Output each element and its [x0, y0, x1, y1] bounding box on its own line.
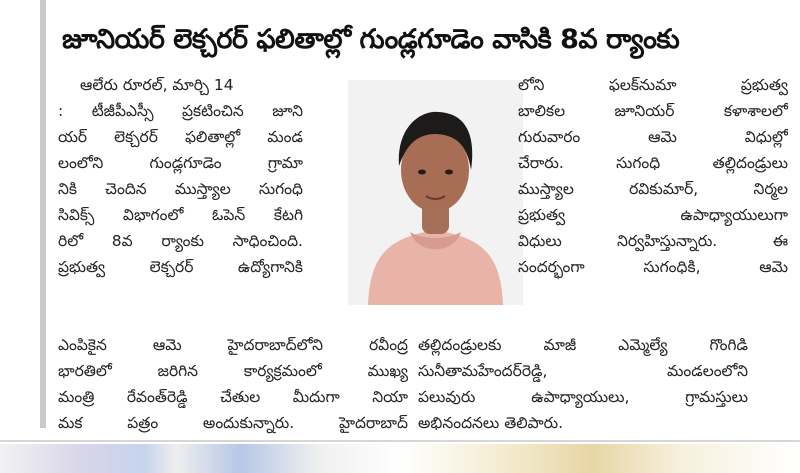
- text-line: ఆలేరు రూరల్, మార్చి 14: [80, 76, 234, 94]
- person-illustration: [348, 80, 523, 305]
- column-rule: [40, 0, 46, 428]
- article-headline: జూనియర్ లెక్చరర్ ఫలితాల్లో గుండ్లగూడెం వాసికి 8వ ర్యాంకు: [62, 24, 680, 55]
- text-line: పలువురు ఉపాధ్యాయులు, గ్రామస్తులు: [418, 388, 748, 406]
- text-line: యర్ లెక్చరర్ ఫలితాల్లో మండ: [58, 128, 303, 146]
- next-article-image-strip: [0, 444, 800, 473]
- text-line: సివిక్స్ విభాగంలో ఓపెన్ కేటగి: [58, 206, 303, 224]
- text-line: బాలికల జూనియర్ కళాశాలలో: [518, 102, 788, 120]
- text-line: నికి చెందిన ముస్త్యాల సుగంధి: [58, 180, 303, 198]
- text-line: భారతిలో జరిగిన కార్యక్రమంలో ముఖ్య: [58, 362, 408, 380]
- news-article: [48, 0, 800, 432]
- text-line: చేరారు. సుగంధి తల్లిదండ్రులు: [518, 154, 788, 172]
- text-line: మంత్రి రేవంత్‌రెడ్డి చేతుల మీదుగా నియా: [58, 388, 408, 406]
- text-line: ప్రభుత్వ లెక్చరర్ ఉద్యోగానికి: [58, 258, 303, 276]
- text-line: లోని ఫలక్‌నుమా ప్రభుత్వ: [518, 76, 788, 94]
- section-divider: [0, 440, 800, 442]
- text-line: తల్లిదండ్రులకు మాజీ ఎమ్మెల్యే గొంగిడి: [418, 336, 748, 354]
- bottom-left-column: [58, 332, 408, 436]
- text-line: లంలోని గుండ్లగూడెం గ్రామా: [58, 154, 303, 172]
- text-line: ప్రభుత్వ ఉపాధ్యాయులుగా: [518, 206, 788, 224]
- text-line: ఎంపికైన ఆమె హైదరాబాద్‌లోని రవీంద్ర: [58, 336, 408, 354]
- text-line: అభినందనలు తెలిపారు.: [418, 414, 564, 432]
- right-column: [518, 72, 788, 280]
- text-line: విధులు నిర్వహిస్తున్నారు. ఈ: [518, 232, 788, 250]
- bottom-right-column: [418, 332, 748, 436]
- text-line: సందర్భంగా సుగంధికి, ఆమె: [518, 258, 788, 276]
- portrait-photo: [348, 80, 523, 305]
- text-line: : టీజీపీఎస్సీ ప్రకటించిన జూని: [58, 102, 303, 120]
- text-line: రిలో 8వ ర్యాంకు సాధించింది.: [58, 232, 303, 250]
- left-column: [58, 72, 303, 280]
- text-line: మక పత్రం అందుకున్నారు. హైదరాబాద్: [58, 414, 408, 432]
- text-line: ముస్త్యాల రవికుమార్, నిర్మల: [518, 180, 788, 198]
- text-line: గురువారం ఆమె విధుల్లో: [518, 128, 788, 146]
- text-line: సునీతామహేందర్‌రెడ్డి, మండలంలోని: [418, 362, 748, 380]
